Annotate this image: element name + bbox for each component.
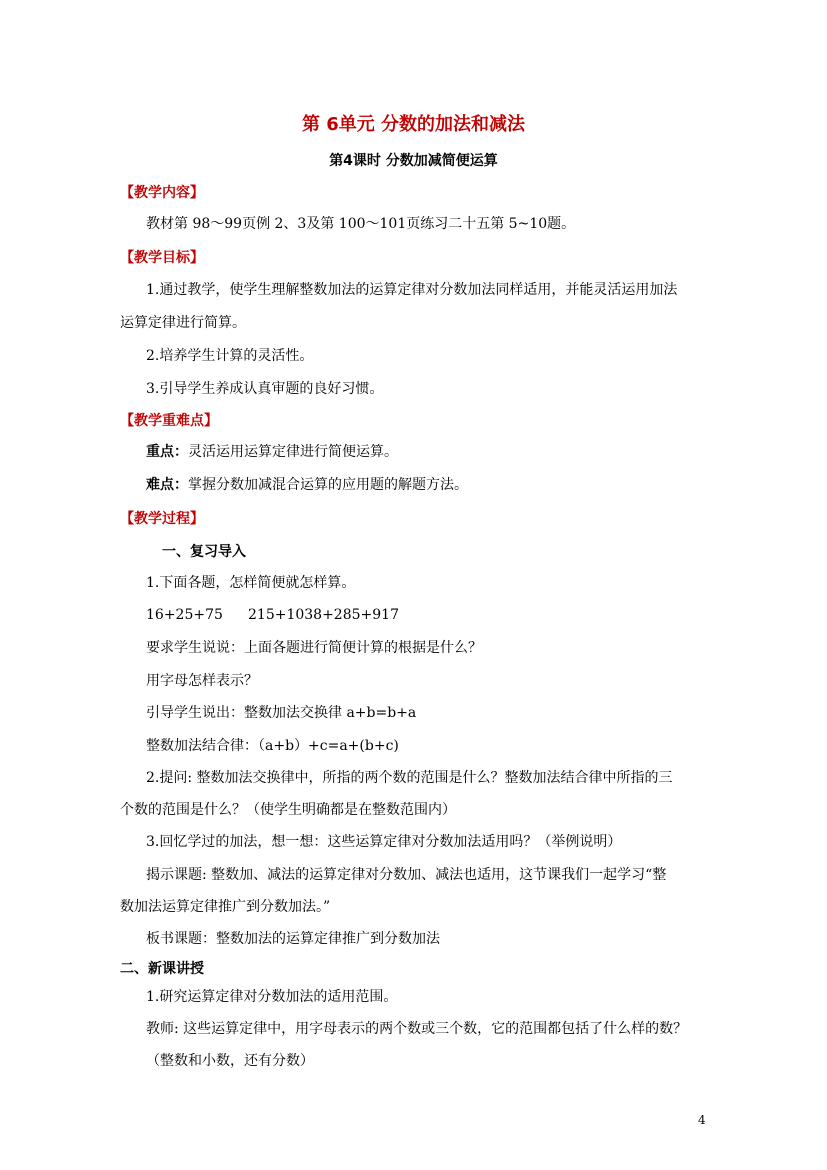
teaching-content-text: 教材第 98～99页例 2、3及第 100～101页练习二十五第 5~10题。 [146, 216, 576, 232]
paragraph-10: 板书课题：整数加法的运算定律推广到分数加法 [146, 931, 440, 947]
goal-3: 3.引导学生养成认真审题的良好习惯。 [146, 381, 384, 397]
key-text: 灵活运用运算定律进行简便运算。 [188, 444, 398, 460]
paragraph-12: 教师: 这些运算定律中，用字母表示的两个数或三个数，它的范围都包括了什么样的数？ [146, 1021, 688, 1037]
teaching-process-heading: 【教学过程】 [120, 511, 204, 527]
paragraph-7-line-1: 2.提问: 整数加法交换律中，所指的两个数的范围是什么？整数加法结合律中所指的三 [146, 770, 673, 786]
lesson-subtitle: 第4课时 分数加减简便运算 [329, 153, 498, 169]
paragraph-11: 1.研究运算定律对分数加法的适用范围。 [146, 989, 398, 1005]
paragraph-3: 要求学生说说：上面各题进行简便计算的根据是什么？ [146, 640, 482, 656]
paragraph-7-line-2: 个数的范围是什么？（使学生明确都是在整数范围内） [120, 802, 456, 818]
key-points-heading: 【教学重难点】 [120, 413, 218, 429]
paragraph-1: 1.下面各题，怎样简便就怎样算。 [146, 575, 356, 591]
difficult-label: 难点： [146, 477, 188, 493]
paragraph-6: 整数加法结合律：（a+b）+c=a+(b+c) [146, 738, 399, 754]
goal-1-line-1: 1.通过教学，使学生理解整数加法的运算定律对分数加法同样适用，并能灵活运用加法 [146, 282, 678, 298]
paragraph-9-line-2: 数加法运算定律推广到分数加法。” [120, 899, 331, 915]
paragraph-4: 用字母怎样表示？ [146, 673, 258, 689]
paragraph-5: 引导学生说出：整数加法交换律 a+b=b+a [146, 705, 417, 721]
part-2-title: 二、新课讲授 [120, 961, 204, 977]
paragraph-8: 3.回忆学过的加法，想一想：这些运算定律对分数加法适用吗？（举例说明） [146, 834, 622, 850]
teaching-content-heading: 【教学内容】 [120, 185, 204, 201]
paragraph-13: （整数和小数，还有分数） [146, 1053, 314, 1069]
difficult-point [146, 475, 468, 495]
expression-2: 215+1038+285+917 [248, 607, 399, 623]
key-label: 重点： [146, 444, 188, 460]
difficult-text: 掌握分数加减混合运算的应用题的解题方法。 [188, 477, 468, 493]
unit-title: 第 6单元 分数的加法和减法 [301, 114, 526, 135]
expression-1: 16+25+75 [146, 607, 223, 623]
part-1-title: 一、复习导入 [162, 544, 246, 560]
key-point [146, 442, 398, 462]
page-number: 4 [698, 1113, 706, 1127]
goal-2: 2.培养学生计算的灵活性。 [146, 348, 314, 364]
teaching-goals-heading: 【教学目标】 [120, 250, 204, 266]
paragraph-9-line-1: 揭示课题: 整数加、减法的运算定律对分数加、减法也适用，这节课我们一起学习“整 [146, 867, 667, 883]
goal-1-line-2: 运算定律进行简算。 [120, 315, 246, 331]
